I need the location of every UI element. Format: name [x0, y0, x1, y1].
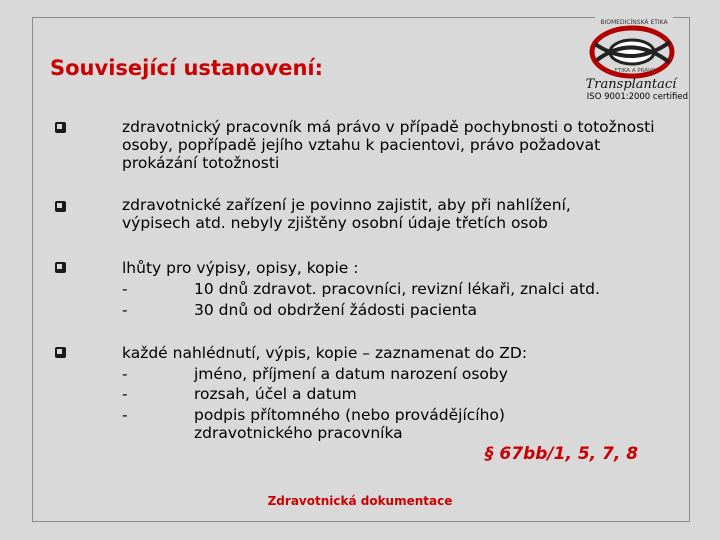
iso-certification: ISO 9001:2000 certified	[586, 92, 688, 102]
sub-item	[122, 300, 682, 321]
sub-text: zdravotnického pracovníka	[194, 424, 403, 442]
bullet-icon	[55, 262, 66, 273]
sub-dash: -	[122, 405, 128, 424]
item-line: zdravotnické zařízení je povinno zajistit, aby při nahlížení,	[122, 196, 571, 214]
transplantation-logo	[575, 14, 685, 96]
sub-text: 10 dnů zdravot. pracovníci, revizní lékaři, znalci atd.	[194, 280, 600, 298]
list-item	[122, 258, 682, 321]
sub-dash: -	[122, 280, 128, 298]
sub-item	[122, 405, 682, 426]
bullet-icon	[55, 347, 66, 358]
logo-top-text: BIOMEDICÍNSKÁ ETIKA	[600, 19, 668, 26]
sub-text: rozsah, účel a datum	[194, 385, 357, 403]
footer-title: Zdravotnická dokumentace	[267, 494, 453, 508]
bullet-icon	[55, 201, 66, 212]
sub-item	[122, 384, 682, 405]
sub-item	[122, 364, 682, 385]
sub-text: 30 dnů od obdržení žádosti pacienta	[194, 301, 478, 319]
slide-title: Související ustanovení:	[50, 56, 323, 80]
sub-dash	[122, 425, 194, 441]
sub-item	[122, 425, 682, 441]
logo-brand-text: Transplantací	[585, 77, 677, 92]
sub-item	[122, 279, 682, 300]
item-line: prokázání totožnosti	[122, 154, 280, 172]
item-line: zdravotnický pracovník má právo v případě pochybnosti o totožnosti	[122, 118, 655, 136]
bullet-icon	[55, 122, 66, 133]
sub-text: podpis přítomného (nebo provádějícího)	[194, 405, 505, 424]
logo-middle-text: ETIKA A PRÁVO	[614, 68, 656, 74]
item-line: výpisech atd. nebyly zjištěny osobní údaje třetích osob	[122, 214, 548, 232]
item-lead: každé nahlédnutí, výpis, kopie – zaznamenat do ZD:	[122, 344, 528, 362]
list-item	[122, 343, 682, 441]
sub-dash: -	[122, 301, 128, 319]
item-lead: lhůty pro výpisy, opisy, kopie :	[122, 259, 359, 277]
list-item	[122, 196, 682, 232]
list-item	[122, 118, 682, 172]
sub-dash: -	[122, 364, 128, 383]
item-line: osoby, popřípadě jejího vztahu k pacientovi, právo požadovat	[122, 136, 601, 154]
sub-dash: -	[122, 385, 128, 403]
legal-section-reference: § 67bb/1, 5, 7, 8	[485, 444, 639, 464]
sub-text: jméno, příjmení a datum narození osoby	[194, 364, 508, 383]
